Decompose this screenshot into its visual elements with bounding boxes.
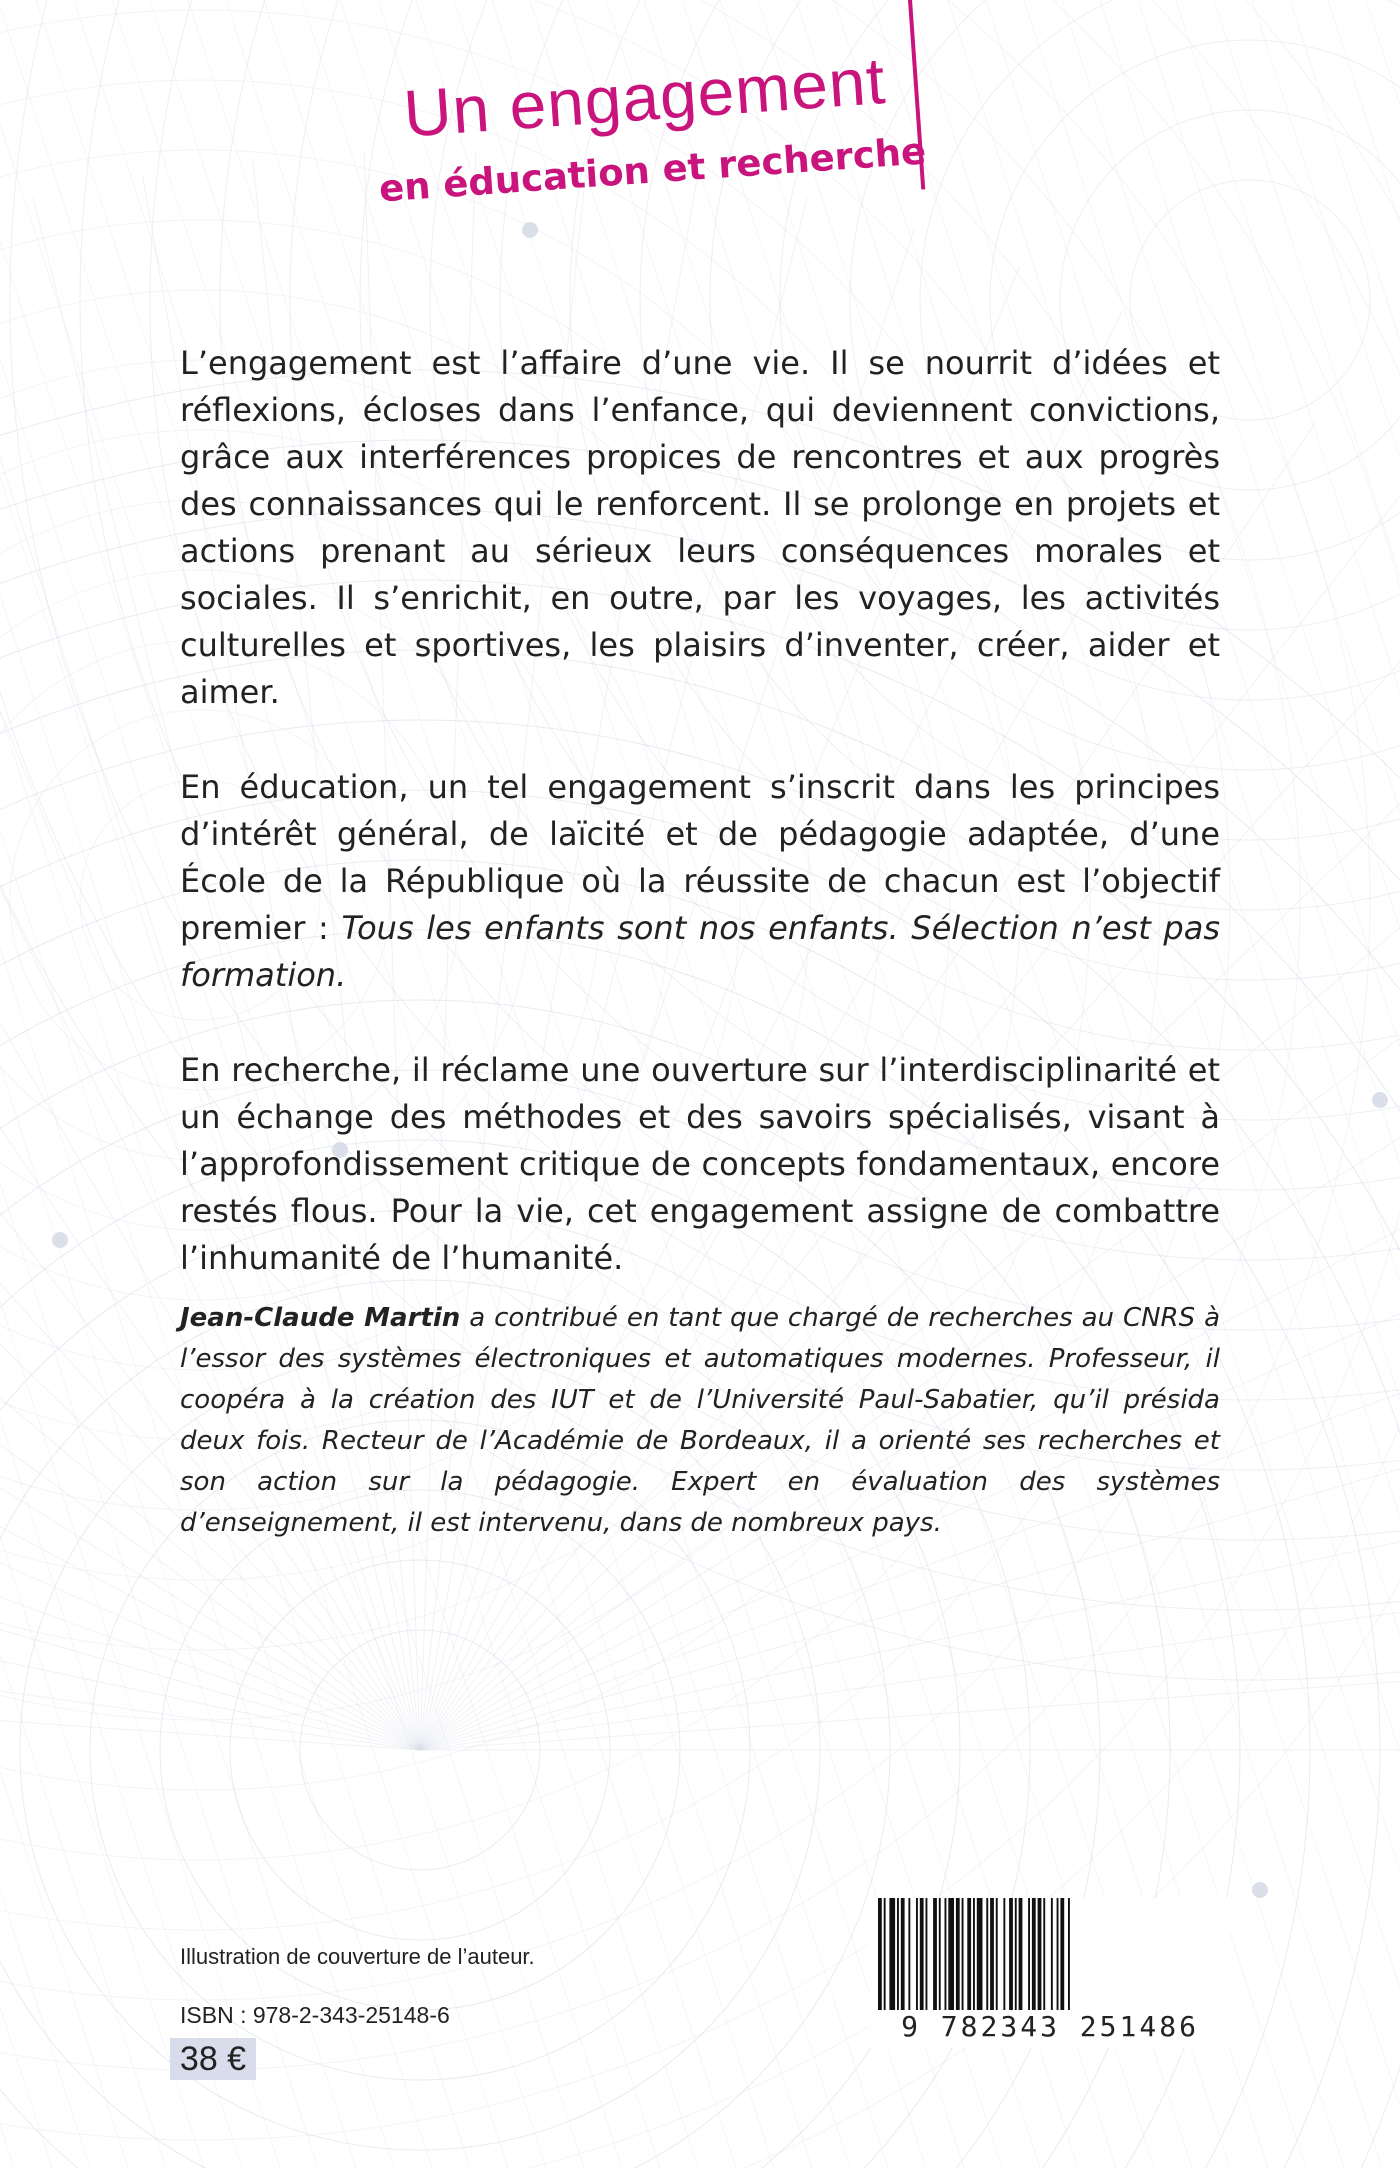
paragraph-engagement [180, 340, 1220, 716]
price-badge: 38 € [170, 2038, 256, 2080]
paragraph-research [180, 1047, 1220, 1282]
author-bio-text: a contribué en tant que chargé de recherches au CNRS à l’essor des systèmes électroniques et automatiques modernes. Professeur, il coopéra à la création des IUT et de l’Université Paul-Sabatier, qu’il présida deux fois. Recteur de l’Académie de Bordeaux, il a orienté ses recherches et son action sur la pédagogie. Expert en évaluation des systèmes d’enseignement, il est intervenu, dans de nombreux pays. [180, 1303, 1221, 1538]
book-title: Un engagement [401, 43, 888, 151]
paragraph-engagement-text: L’engagement est l’affaire d’une vie. Il se nourrit d’idées et réflexions, écloses dans l’enfance, qui deviennent convictions, grâce aux interférences propices de rencontres et aux progrès des connaissances qui le renforcent. Il se prolonge en projets et actions prenant au sérieux leurs conséquences morales et sociales. Il s’enrichit, en outre, par les voyages, les activités culturelles et sportives, les plaisirs d’inventer, créer, aider et aimer. [180, 344, 1220, 711]
back-cover-text [180, 340, 1220, 1330]
isbn: ISBN : 978-2-343-25148-6 [180, 2002, 450, 2028]
barcode-icon [870, 1898, 1230, 2018]
paragraph-education-text: En éducation, un tel engagement s’inscrit dans les principes d’intérêt général, de laïcité et de pédagogie adaptée, d’une École de la République où la réussite de chacun est l’objectif premier : [180, 768, 1220, 947]
book-subtitle: en éducation et recherche [377, 129, 928, 211]
paragraph-education [180, 764, 1220, 999]
paragraph-research-text: En recherche, il réclame une ouverture sur l’interdisciplinarité et un échange des méthodes et des savoirs spécialisés, visant à l’approfondissement critique de concepts fondamentaux, encore restés flous. Pour la vie, cet engagement assigne de combattre l’inhumanité de l’humanité. [180, 1051, 1220, 1277]
author-bio [180, 1298, 1220, 1544]
barcode [870, 1898, 1230, 2048]
author-name: Jean-Claude Martin [180, 1303, 461, 1333]
paragraph-education-quote: Tous les enfants sont nos enfants. Sélection n’est pas formation. [180, 909, 1221, 994]
illustration-credit: Illustration de couverture de l’auteur. [180, 1944, 535, 1969]
barcode-digits: 9 782343 251486 [870, 2010, 1230, 2043]
